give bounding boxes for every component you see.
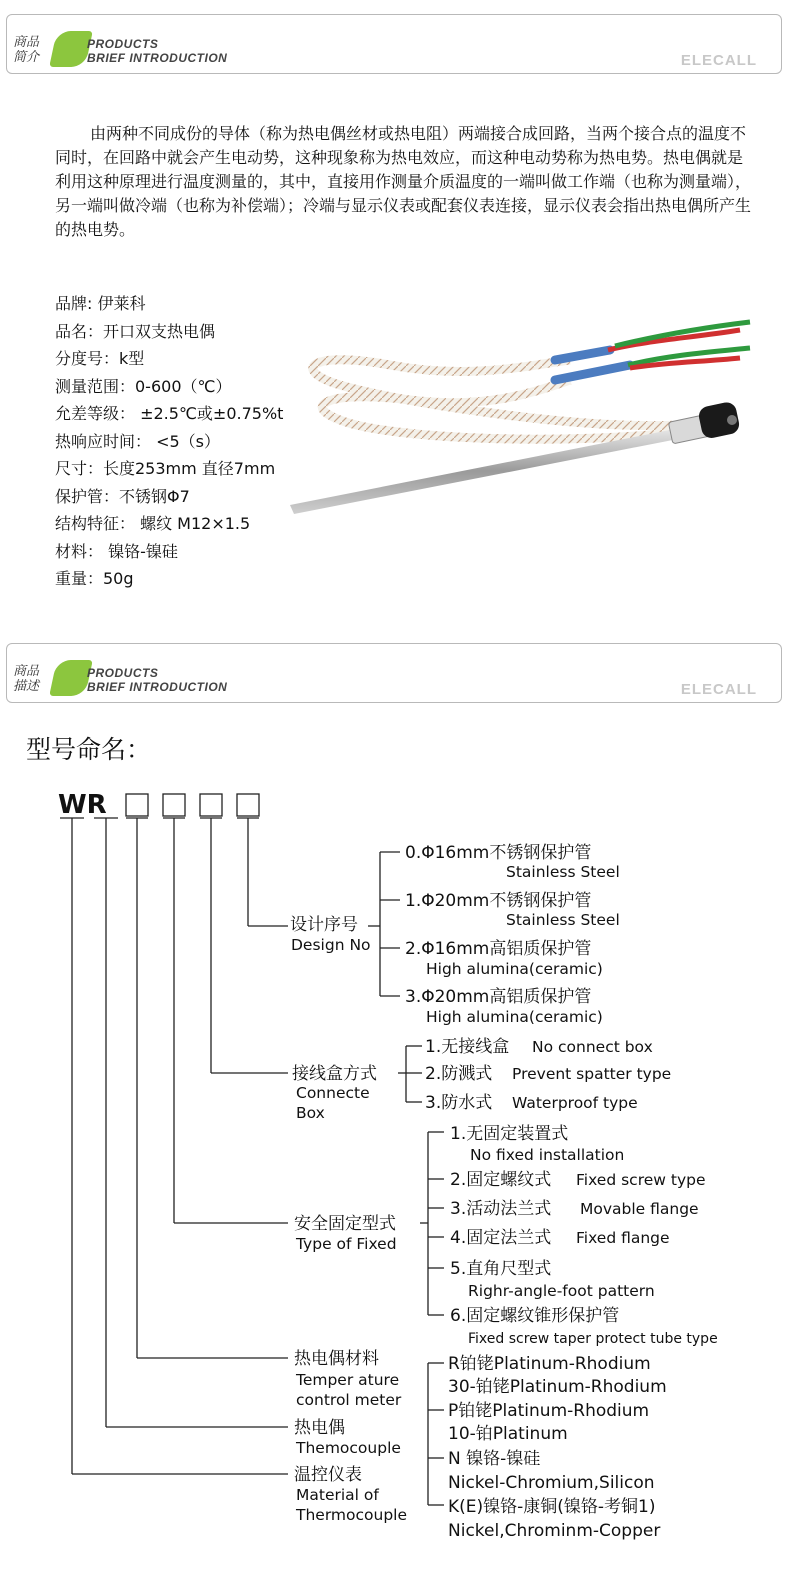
- spec-brand: 品牌: 伊莱科: [55, 294, 146, 313]
- instrument-label-cn: 温控仪表: [294, 1465, 362, 1485]
- spec-response-time: 热响应时间： <5（s）: [55, 431, 221, 451]
- box-option-0-en: No connect box: [532, 1038, 653, 1056]
- spec-structure: 结构特征： 螺纹 M12×1.5: [55, 514, 251, 533]
- box-option-2-en: Waterproof type: [512, 1094, 638, 1112]
- header-en-label: [87, 666, 227, 694]
- fixed-label-en: Type of Fixed: [296, 1235, 397, 1253]
- thermocouple-product-image: [270, 310, 770, 520]
- spec-list: [55, 290, 283, 593]
- design-option-2-cn: 2.Φ16mm高铝质保护管: [405, 939, 592, 959]
- fixed-option-1-en: Fixed screw type: [576, 1171, 706, 1189]
- material-item-3: 10-铂Platinum: [448, 1424, 568, 1444]
- box-option-1-en: Prevent spatter type: [512, 1065, 672, 1083]
- header-cn-line2: 简介: [13, 50, 40, 65]
- header-en-line2: BRIEF INTRODUCTION: [87, 680, 228, 694]
- header-cn-line2: 描述: [13, 679, 40, 694]
- fixed-option-4-cn: 5.直角尺型式: [450, 1259, 552, 1279]
- brand-watermark: ELECALL: [680, 681, 757, 698]
- fixed-option-3-en: Fixed flange: [576, 1229, 670, 1247]
- design-option-3-en: High alumina(ceramic): [426, 1008, 603, 1026]
- spec-graduation: 分度号：k型: [55, 349, 145, 368]
- box-option-2-cn: 3.防水式: [425, 1093, 493, 1113]
- section-header-intro: [6, 14, 782, 74]
- box-label-en-2: Box: [296, 1104, 325, 1122]
- fixed-option-5-cn: 6.固定螺纹锥形保护管: [450, 1306, 620, 1326]
- design-option-0-en: Stainless Steel: [506, 863, 620, 881]
- material-item-7: Nickel,Chrominm-Copper: [448, 1521, 661, 1541]
- design-option-3-cn: 3.Φ20mm高铝质保护管: [405, 987, 592, 1007]
- material-item-5: Nickel-Chromium,Silicon: [448, 1473, 655, 1493]
- fixed-option-2-cn: 3.活动法兰式: [450, 1199, 552, 1219]
- design-option-0-cn: 0.Φ16mm不锈钢保护管: [405, 843, 592, 863]
- design-option-2-en: High alumina(ceramic): [426, 960, 603, 978]
- fixed-option-5-en: Fixed screw taper protect tube type: [468, 1331, 718, 1347]
- spec-size: 尺寸：长度253mm 直径7mm: [55, 459, 276, 478]
- fixed-option-0-cn: 1.无固定装置式: [450, 1124, 569, 1144]
- spec-material: 材料： 镍铬-镍硅: [55, 541, 178, 561]
- spec-protect-tube: 保护管：不锈钢Φ7: [55, 486, 190, 506]
- material-item-6: K(E)镍铬-康铜(镍铬-考铜1): [448, 1497, 656, 1517]
- model-prefix-code: WR: [58, 790, 107, 820]
- thermo-label-en: Themocouple: [296, 1439, 401, 1457]
- section-header-description: [6, 643, 782, 703]
- box-option-0-cn: 1.无接线盒: [425, 1037, 510, 1057]
- spec-weight: 重量：50g: [55, 569, 134, 588]
- header-en-line1: PRODUCTS: [87, 37, 159, 51]
- fixed-option-2-en: Movable flange: [580, 1200, 699, 1218]
- fixed-option-0-en: No fixed installation: [470, 1146, 625, 1164]
- material-item-1: 30-铂铑Platinum-Rhodium: [448, 1377, 667, 1397]
- material-label-en-1: Temper ature: [296, 1371, 400, 1389]
- header-cn-line1: 商品: [13, 35, 40, 50]
- header-cn-label: [13, 664, 53, 694]
- design-option-1-cn: 1.Φ20mm不锈钢保护管: [405, 891, 592, 911]
- material-label-cn: 热电偶材料: [294, 1349, 379, 1369]
- box-label-cn: 接线盒方式: [292, 1064, 377, 1084]
- box-option-1-cn: 2.防溅式: [425, 1064, 493, 1084]
- design-option-1-en: Stainless Steel: [506, 911, 620, 929]
- fixed-option-3-cn: 4.固定法兰式: [450, 1228, 552, 1248]
- brand-watermark: ELECALL: [680, 52, 757, 69]
- spec-product-name: 品名：开口双支热电偶: [55, 321, 216, 341]
- spec-tolerance: 允差等级： ±2.5℃或±0.75%t: [55, 404, 284, 423]
- material-item-4: N 镍铬-镍硅: [448, 1449, 541, 1469]
- instrument-label-en-1: Material of: [296, 1486, 379, 1504]
- design-label-cn: 设计序号: [290, 915, 358, 935]
- box-label-en-1: Connecte: [296, 1084, 370, 1102]
- instrument-label-en-2: Thermocouple: [296, 1506, 408, 1524]
- fixed-label-cn: 安全固定型式: [294, 1214, 396, 1234]
- header-en-label: [87, 37, 227, 65]
- spec-range: 测量范围：0-600（℃）: [55, 376, 232, 396]
- fixed-option-4-en: Righr-angle-foot pattern: [468, 1282, 655, 1300]
- material-item-0: R铂铑Platinum-Rhodium: [448, 1354, 651, 1374]
- fixed-option-1-cn: 2.固定螺纹式: [450, 1170, 552, 1190]
- material-label-en-2: control meter: [296, 1391, 402, 1409]
- header-en-line1: PRODUCTS: [87, 666, 159, 680]
- header-cn-line1: 商品: [13, 664, 40, 679]
- intro-paragraph: 由两种不同成份的导体（称为热电偶丝材或热电阻）两端接合成回路，当两个接合点的温度不同时，在回路中就会产生电动势，这种现象称为热电效应，而这种电动势称为热电势。热电偶就是利用这种原理进行温度测量的，其中，直接用作测量介质温度的一端叫做工作端（也称为测量端），另一端叫做冷端（也称为补偿端）；冷端与显示仪表或配套仪表连接，显示仪表会指出热电偶所产生的热电势。: [55, 124, 752, 239]
- header-en-line2: BRIEF INTRODUCTION: [87, 51, 228, 65]
- design-label-en: Design No: [291, 936, 371, 954]
- header-cn-label: [13, 35, 53, 65]
- material-item-2: P铂铑Platinum-Rhodium: [448, 1401, 650, 1421]
- naming-title: 型号命名：: [26, 735, 152, 764]
- model-naming-diagram: [0, 780, 790, 1577]
- thermo-label-cn: 热电偶: [294, 1418, 345, 1438]
